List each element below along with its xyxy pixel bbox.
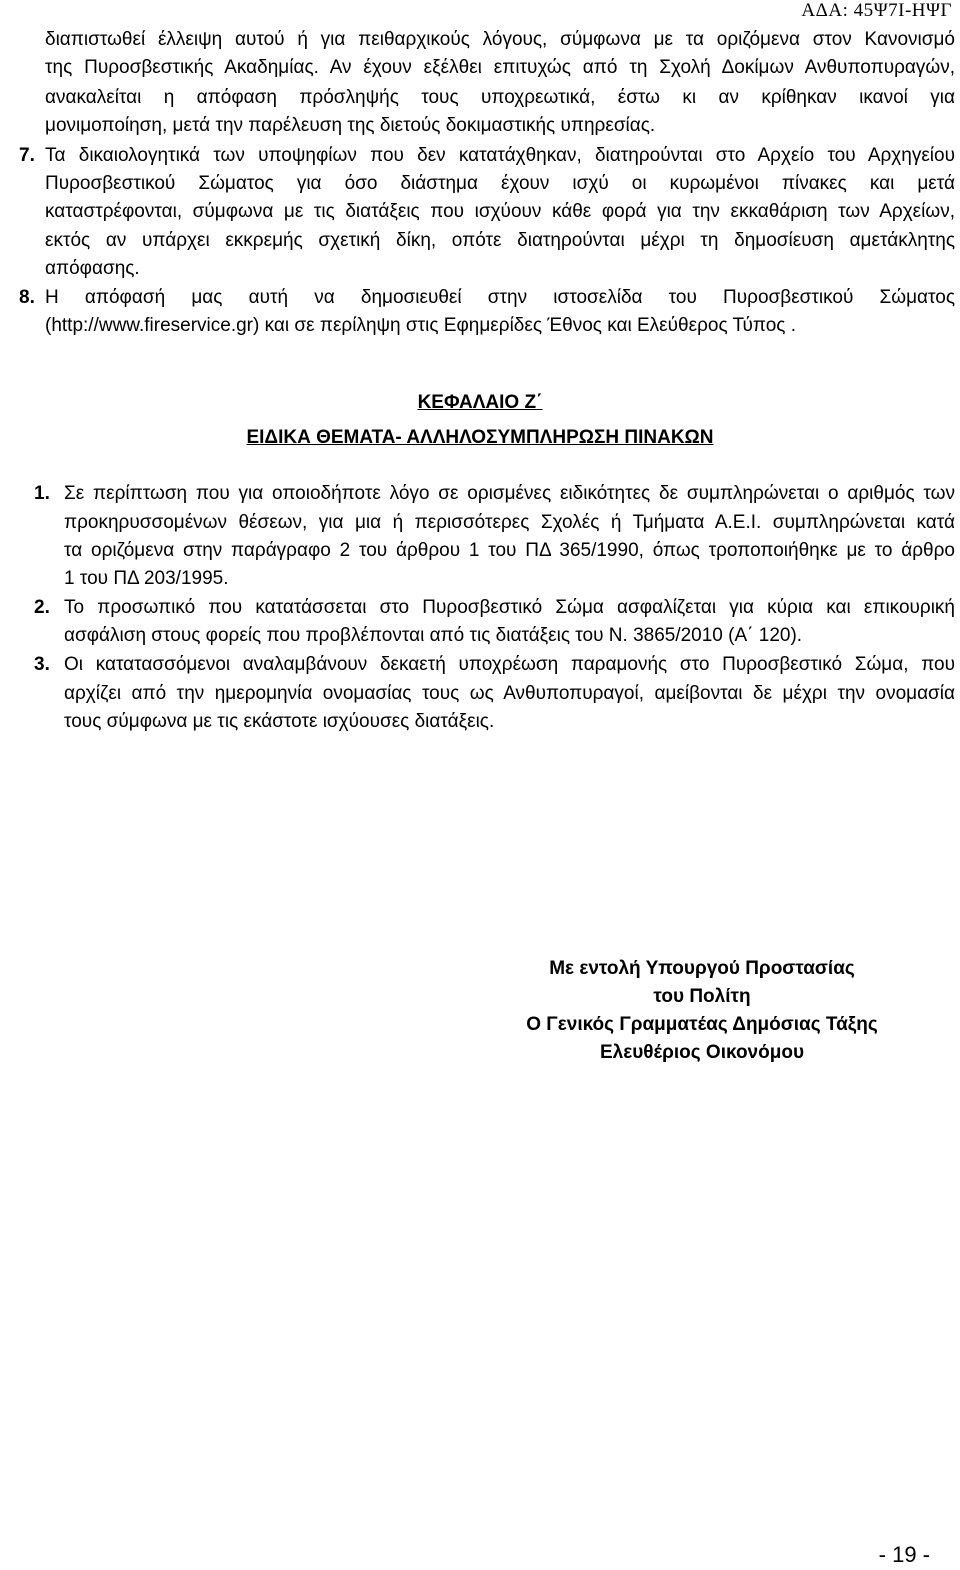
- signature-line: του Πολίτη: [653, 986, 751, 1007]
- text-line: τα οριζόμενα στην παράγραφο 2 του άρθρου 1 του ΠΔ 365/1990, όπως τροποποιήθηκε με το άρθρο: [64, 540, 955, 561]
- page-number: - 19 -: [878, 1542, 930, 1567]
- text-line: Η απόφασή μας αυτή να δημοσιευθεί στην ιστοσελίδα του Πυροσβεστικού Σώματος: [45, 287, 955, 308]
- text-line: (http://www.fireservice.gr) και σε περίληψη στις Εφημερίδες Έθνος και Ελεύθερος Τύπος .: [45, 315, 797, 336]
- text-line: καταστρέφονται, σύμφωνα με τις διατάξεις που ισχύουν κάθε φορά για την εκκαθάριση των Αρχείων,: [45, 201, 955, 222]
- text-line: τους σύμφωνα με τις εκάστοτε ισχύουσες διατάξεις.: [64, 711, 495, 732]
- text-line: ασφάλιση στους φορείς που προβλέπονται από τις διατάξεις του Ν. 3865/2010 (Α΄ 120).: [64, 625, 803, 646]
- text-line: απόφασης.: [45, 258, 140, 279]
- signature-line: Ο Γενικός Γραμματέας Δημόσιας Τάξης: [526, 1014, 878, 1035]
- text-line: αρχίζει από την ημερομηνία ονομασίας τους ως Ανθυποπυραγοί, αμείβονται δε μέχρι την ονομασία: [64, 683, 955, 704]
- chapter-subtitle: ΕΙΔΙΚΑ ΘΕΜΑΤΑ- ΑΛΛΗΛΟΣΥΜΠΛΗΡΩΣΗ ΠΙΝΑΚΩΝ: [246, 427, 714, 448]
- text-line: προκηρυσσομένων θέσεων, για μια ή περισσότερες Σχολές ή Τμήματα Α.Ε.Ι. συμπληρώνεται κατά: [64, 512, 955, 533]
- item-number: 7.: [19, 145, 35, 166]
- signature-line: Με εντολή Υπουργού Προστασίας: [549, 958, 855, 979]
- text-line: Οι κατατασσόμενοι αναλαμβάνουν δεκαετή υποχρέωση παραμονής στο Πυροσβεστικό Σώμα, που: [64, 654, 955, 675]
- text-line: μονιμοποίηση, μετά την παρέλευση της διετούς δοκιμαστικής υπηρεσίας.: [45, 115, 656, 136]
- text-line: εκτός αν υπάρχει εκκρεμής σχετική δίκη, οπότε διατηρούνται μέχρι τη δημοσίευση αμετάκλητης: [45, 230, 955, 251]
- signature-name: Ελευθέριος Οικονόμου: [599, 1042, 805, 1063]
- text-line: Πυροσβεστικού Σώματος για όσο διάστημα έχουν ισχύ οι κυρωμένοι πίνακες και μετά: [45, 173, 955, 194]
- text-line: Σε περίπτωση που για οποιοδήποτε λόγο σε ορισμένες ειδικότητες δε συμπληρώνεται ο αριθμός των: [64, 483, 955, 504]
- text-line: 1 του ΠΔ 203/1995.: [64, 568, 229, 589]
- text-line: ανακαλείται η απόφαση πρόσληψής τους υποχρεωτικά, έστω κι αν κρίθηκαν ικανοί για: [45, 87, 955, 108]
- text-line: Το προσωπικό που κατατάσσεται στο Πυροσβεστικό Σώμα ασφαλίζεται για κύρια και επικουρική: [64, 597, 955, 618]
- item-number: 2.: [34, 597, 50, 618]
- item-number: 3.: [34, 654, 50, 675]
- text-line: διαπιστωθεί έλλειψη αυτού ή για πειθαρχικούς λόγους, σύμφωνα με τα οριζόμενα στον Κανονισμό: [45, 29, 955, 50]
- text-line: Τα δικαιολογητικά των υποψηφίων που δεν κατατάχθηκαν, διατηρούνται στο Αρχείο του Αρχηγείου: [45, 145, 955, 166]
- item-number: 8.: [19, 287, 35, 308]
- text-line: της Πυροσβεστικής Ακαδημίας. Αν έχουν εξέλθει επιτυχώς από τη Σχολή Δοκίμων Ανθυποπυραγών,: [45, 57, 955, 78]
- ada-code: ΑΔΑ: 45Ψ7Ι-ΗΨΓ: [801, 0, 952, 21]
- item-number: 1.: [34, 483, 50, 504]
- chapter-title: ΚΕΦΑΛΑΙΟ Ζ΄: [417, 392, 543, 413]
